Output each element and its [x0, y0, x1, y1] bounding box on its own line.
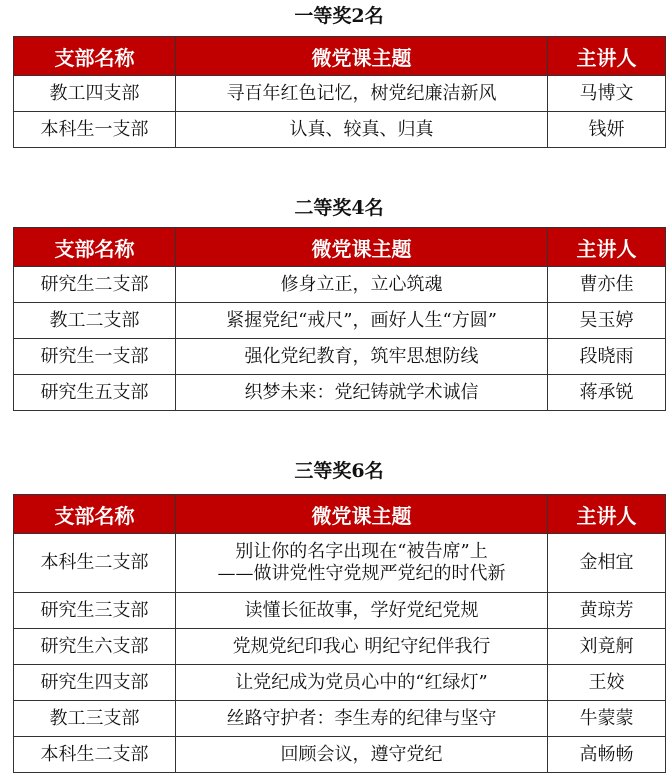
header-topic: 微党课主题 [176, 228, 548, 267]
table-row [14, 629, 666, 665]
table-row [14, 593, 666, 629]
speaker-cell: 段晓雨 [548, 339, 666, 375]
table-row [14, 701, 666, 737]
branch-cell: 研究生三支部 [14, 593, 176, 629]
table-header-row [14, 228, 666, 267]
topic-cell: 党规党纪印我心 明纪守纪伴我行 [176, 629, 548, 665]
topic-cell: 丝路守护者：李生寿的纪律与坚守 [176, 701, 548, 737]
topic-line: ——做讲党性守党规严党纪的时代新 [217, 563, 506, 584]
branch-cell: 本科生一支部 [14, 112, 176, 148]
branch-cell: 本科生二支部 [14, 534, 176, 593]
branch-cell: 研究生四支部 [14, 665, 176, 701]
header-topic: 微党课主题 [176, 495, 548, 534]
branch-cell: 研究生六支部 [14, 629, 176, 665]
header-topic: 微党课主题 [176, 37, 548, 76]
second-prize-section [13, 195, 665, 411]
header-speaker: 主讲人 [548, 37, 666, 76]
branch-cell: 研究生二支部 [14, 267, 176, 303]
table-row [14, 267, 666, 303]
speaker-cell: 高畅畅 [548, 737, 666, 773]
branch-cell: 本科生二支部 [14, 737, 176, 773]
topic-cell: 认真、较真、归真 [176, 112, 548, 148]
table-row [14, 375, 666, 411]
table-row [14, 339, 666, 375]
header-speaker: 主讲人 [548, 228, 666, 267]
topic-cell: 强化党纪教育，筑牢思想防线 [176, 339, 548, 375]
speaker-cell: 金相宜 [548, 534, 666, 593]
first-prize-section [13, 3, 665, 148]
topic-line: 别让你的名字出现在“被告席”上 [235, 541, 488, 562]
table-row [14, 112, 666, 148]
table-row [14, 534, 666, 593]
speaker-cell: 曹亦佳 [548, 267, 666, 303]
speaker-cell: 吴玉婷 [548, 303, 666, 339]
table-row [14, 76, 666, 112]
branch-cell: 教工二支部 [14, 303, 176, 339]
header-branch: 支部名称 [14, 495, 176, 534]
table-header-row [14, 37, 666, 76]
topic-cell [176, 534, 548, 593]
table-header-row [14, 495, 666, 534]
speaker-cell: 牛蒙蒙 [548, 701, 666, 737]
second-prize-table [13, 227, 666, 411]
first-prize-title: 一等奖2名 [294, 5, 384, 27]
table-row [14, 303, 666, 339]
first-prize-table [13, 36, 666, 148]
third-prize-title: 三等奖6名 [294, 460, 384, 482]
topic-cell: 织梦未来：党纪铸就学术诚信 [176, 375, 548, 411]
branch-cell: 教工三支部 [14, 701, 176, 737]
third-prize-table [13, 494, 666, 773]
header-speaker: 主讲人 [548, 495, 666, 534]
speaker-cell: 钱妍 [548, 112, 666, 148]
topic-cell: 回顾会议，遵守党纪 [176, 737, 548, 773]
third-prize-section [13, 458, 665, 773]
branch-cell: 研究生五支部 [14, 375, 176, 411]
table-row [14, 665, 666, 701]
speaker-cell: 蒋承锐 [548, 375, 666, 411]
topic-cell: 读懂长征故事，学好党纪党规 [176, 593, 548, 629]
topic-cell: 紧握党纪“戒尺”，画好人生“方圆” [176, 303, 548, 339]
branch-cell: 研究生一支部 [14, 339, 176, 375]
speaker-cell: 马博文 [548, 76, 666, 112]
speaker-cell: 王姣 [548, 665, 666, 701]
table-row [14, 737, 666, 773]
header-branch: 支部名称 [14, 228, 176, 267]
topic-cell: 寻百年红色记忆，树党纪廉洁新风 [176, 76, 548, 112]
topic-cell: 修身立正，立心筑魂 [176, 267, 548, 303]
speaker-cell: 刘竟舸 [548, 629, 666, 665]
branch-cell: 教工四支部 [14, 76, 176, 112]
header-branch: 支部名称 [14, 37, 176, 76]
topic-cell: 让党纪成为党员心中的“红绿灯” [176, 665, 548, 701]
second-prize-title: 二等奖4名 [294, 197, 384, 219]
speaker-cell: 黄琼芳 [548, 593, 666, 629]
